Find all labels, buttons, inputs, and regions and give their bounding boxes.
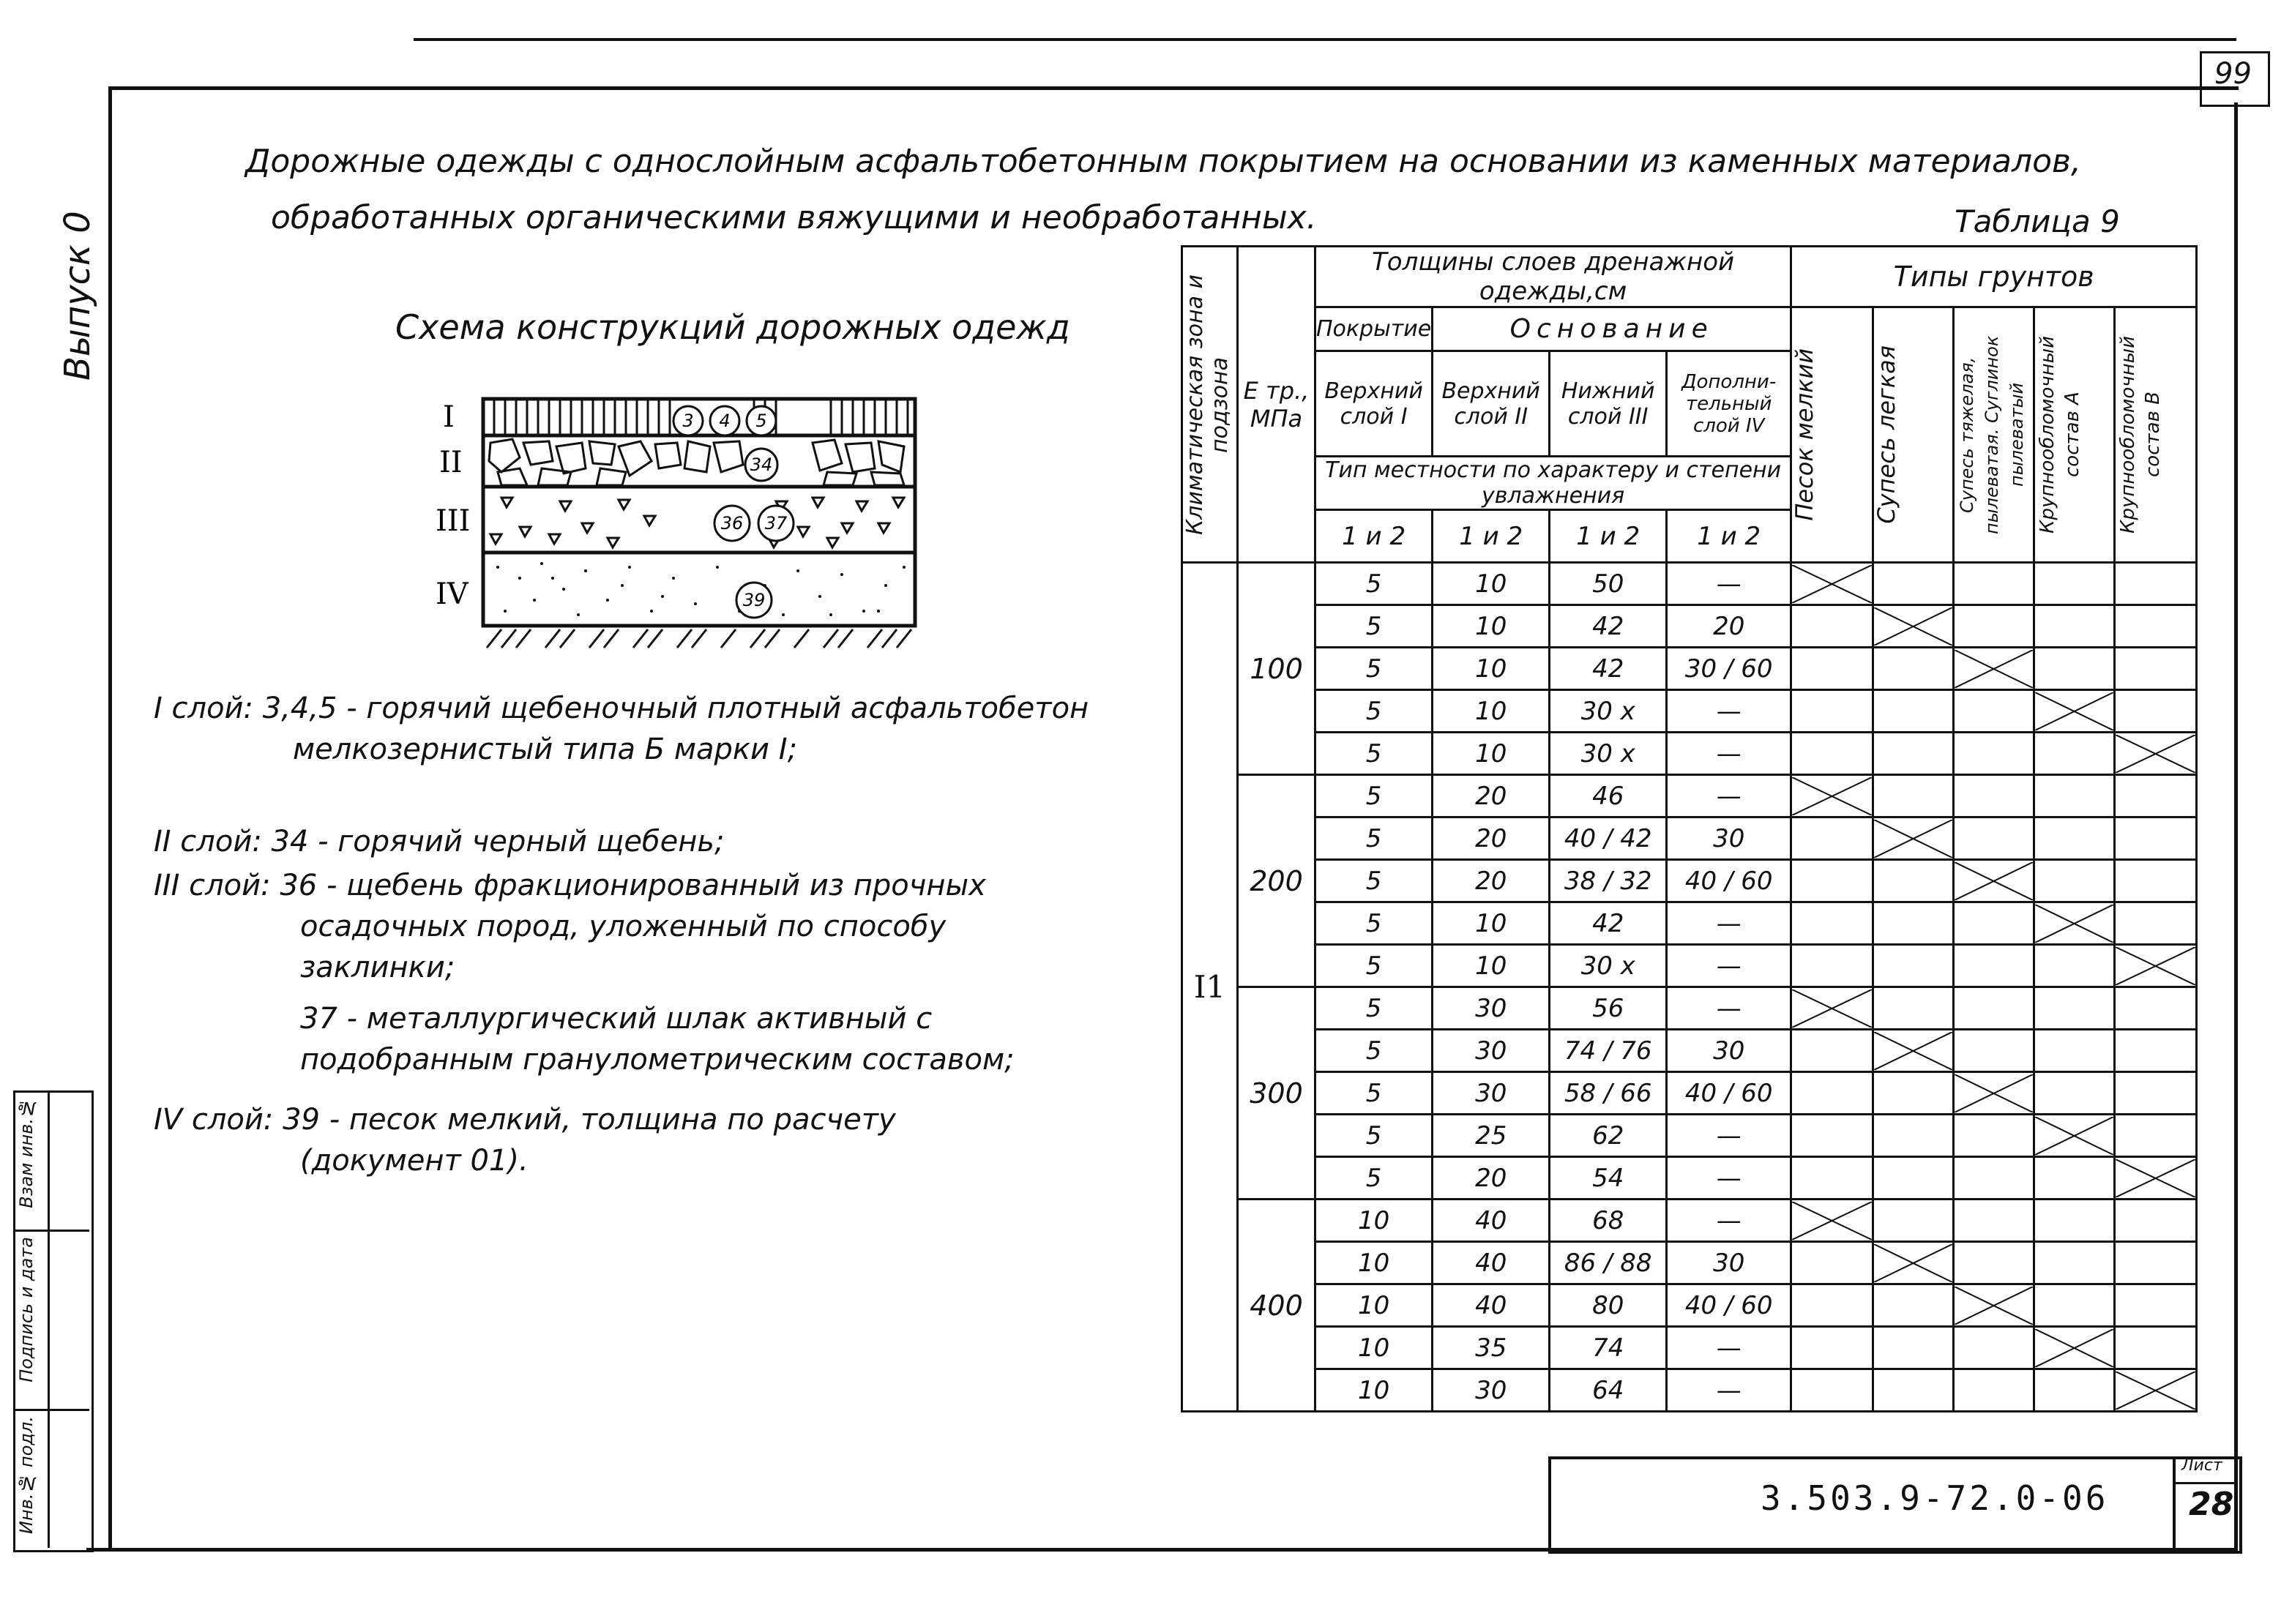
thickness-cell: 5	[1315, 945, 1433, 987]
soil-cross-cell	[2115, 733, 2197, 775]
scheme-title: Схема конструкций дорожных одежд	[395, 307, 1070, 347]
page-title-line2: обработанных органическими вяжущими и необработанных.	[271, 199, 1317, 236]
thickness-cell: 38 / 32	[1550, 860, 1667, 902]
document-code: 3.503.9-72.0-06	[1761, 1478, 2109, 1518]
soil-cell	[1873, 775, 1954, 817]
soil-cell	[2115, 563, 2197, 605]
soil-cell	[1791, 1284, 1873, 1327]
table-row	[1182, 1242, 2197, 1284]
soil-cell	[2034, 1072, 2115, 1115]
soil-cell	[1873, 1115, 1954, 1157]
soil-cell	[2115, 690, 2197, 733]
zone-cell: I1	[1182, 563, 1238, 1412]
cross-mark	[2116, 735, 2195, 773]
thickness-cell: 5	[1315, 563, 1433, 605]
table-row	[1182, 945, 2197, 987]
thickness-cell: 10	[1315, 1284, 1433, 1327]
side-stamp-divider	[48, 1090, 50, 1548]
soil-cell	[1791, 1115, 1873, 1157]
soil-cell	[1954, 1327, 2034, 1369]
header-cover: Покрытие	[1315, 307, 1433, 351]
thickness-cell: 5	[1315, 1030, 1433, 1072]
table-row	[1182, 860, 2197, 902]
series-label: Выпуск 0	[57, 211, 98, 381]
soil-cell	[1791, 1072, 1873, 1115]
soil-cell	[2034, 987, 2115, 1030]
thickness-cell: 64	[1550, 1369, 1667, 1412]
soil-cell	[2115, 1030, 2197, 1072]
thickness-cell: 40 / 42	[1550, 817, 1667, 860]
soil-cell	[2034, 733, 2115, 775]
soil-cell	[2034, 648, 2115, 690]
header-col4: Дополни-тельный слой IV	[1667, 351, 1791, 457]
cross-mark	[2035, 692, 2113, 730]
title-block-sheet-rule	[2173, 1482, 2236, 1484]
legend-layer1-b: мелкозернистый типа Б марки I;	[293, 733, 798, 766]
circle-34: 34	[750, 454, 773, 475]
circle-37: 37	[764, 513, 788, 534]
soil-cell	[2034, 1369, 2115, 1412]
thickness-cell: 5	[1315, 987, 1433, 1030]
thickness-cell: 30 x	[1550, 945, 1667, 987]
table-row	[1182, 605, 2197, 648]
soil-cell	[1873, 1284, 1954, 1327]
frame-left	[108, 86, 112, 1550]
thickness-cell: 58 / 66	[1550, 1072, 1667, 1115]
thickness-cell: 10	[1433, 733, 1550, 775]
thickness-cell: 5	[1315, 690, 1433, 733]
cross-mark	[1874, 1244, 1952, 1282]
thickness-cell: 20	[1433, 860, 1550, 902]
title-block-divider	[2173, 1456, 2176, 1548]
thickness-cell: 30	[1667, 817, 1791, 860]
table-number: Таблица 9	[1955, 203, 2120, 239]
soil-cell	[1791, 902, 1873, 945]
soil-cell	[1873, 648, 1954, 690]
thickness-cell: 5	[1315, 648, 1433, 690]
soil-cell	[2115, 1115, 2197, 1157]
header-soil-1: Песок мелкий	[1791, 307, 1873, 563]
thickness-cell: —	[1667, 902, 1791, 945]
soil-cross-cell	[2034, 902, 2115, 945]
soil-cross-cell	[1791, 775, 1873, 817]
table-row	[1182, 733, 2197, 775]
thickness-cell: 5	[1315, 817, 1433, 860]
legend-layer3-e: подобранным гранулометрическим составом;	[300, 1043, 1015, 1077]
side-stamp-rule-2	[13, 1409, 89, 1411]
thickness-cell: 5	[1315, 902, 1433, 945]
circle-3: 3	[682, 411, 694, 431]
legend-layer3-a: III слой: 36 - щебень фракционированный из прочных	[154, 869, 986, 902]
legend	[154, 688, 1127, 1181]
header-zone: Климатическая зона и подзона	[1182, 247, 1238, 563]
cross-mark	[1955, 1287, 2033, 1325]
thickness-cell: 62	[1550, 1115, 1667, 1157]
top-rule	[414, 38, 2236, 41]
thickness-cell: 20	[1667, 605, 1791, 648]
side-stamp-inv: Инв.№ подл.	[16, 1416, 37, 1534]
legend-layer4-b: (документ 01).	[300, 1144, 529, 1178]
thickness-cell: 50	[1550, 563, 1667, 605]
thickness-cell: 5	[1315, 1115, 1433, 1157]
thickness-cell: 5	[1315, 605, 1433, 648]
legend-layer1-a: I слой: 3,4,5 - горячий щебеночный плотный асфальтобетон	[154, 692, 1089, 725]
soil-cell	[1873, 690, 1954, 733]
soil-cross-cell	[1791, 1200, 1873, 1242]
soil-cell	[1873, 987, 1954, 1030]
thickness-cell: —	[1667, 1369, 1791, 1412]
soil-cross-cell	[1873, 1030, 1954, 1072]
thickness-cell: 80	[1550, 1284, 1667, 1327]
cross-mark	[1792, 565, 1872, 603]
soil-cell	[1791, 605, 1873, 648]
header-12-b: 1 и 2	[1433, 510, 1550, 563]
cross-mark	[2116, 1372, 2195, 1410]
thickness-cell: 25	[1433, 1115, 1550, 1157]
soil-cell	[1954, 902, 2034, 945]
soil-cross-cell	[2034, 1327, 2115, 1369]
table-body	[1182, 563, 2197, 1412]
thickness-cell: 10	[1433, 690, 1550, 733]
thickness-cell: 10	[1315, 1327, 1433, 1369]
thickness-cell: 10	[1433, 902, 1550, 945]
thickness-cell: 30	[1667, 1242, 1791, 1284]
thickness-cell: 30 x	[1550, 690, 1667, 733]
soil-cell	[1954, 563, 2034, 605]
soil-cell	[2034, 775, 2115, 817]
soil-cell	[2115, 902, 2197, 945]
header-soil-4: Крупнообломочный состав А	[2034, 307, 2115, 563]
soil-cell	[2115, 817, 2197, 860]
soil-cell	[2115, 1200, 2197, 1242]
cross-mark	[2035, 1117, 2113, 1155]
circle-36: 36	[720, 513, 744, 534]
frame-right	[2234, 102, 2238, 1552]
thickness-cell: 20	[1433, 1157, 1550, 1200]
cross-mark	[2035, 905, 2113, 943]
soil-cell	[1873, 1369, 1954, 1412]
soil-cell	[1791, 733, 1873, 775]
legend-layer3-c: заклинки;	[300, 951, 455, 984]
table-row	[1182, 1369, 2197, 1412]
soil-cell	[1873, 902, 1954, 945]
soil-cross-cell	[2034, 690, 2115, 733]
layer-label-4: IV	[436, 577, 469, 611]
circle-5: 5	[755, 411, 767, 431]
circle-39: 39	[742, 590, 766, 610]
cross-mark	[1955, 862, 2033, 900]
thickness-cell: 10	[1315, 1200, 1433, 1242]
soil-cross-cell	[1873, 817, 1954, 860]
table-row	[1182, 775, 2197, 817]
layer-scheme	[432, 392, 944, 670]
soil-cell	[2115, 775, 2197, 817]
soil-cell	[1873, 1072, 1954, 1115]
thickness-cell: 30	[1433, 1369, 1550, 1412]
thickness-cell: 30	[1433, 1072, 1550, 1115]
soil-cell	[1791, 1157, 1873, 1200]
cross-mark	[1955, 650, 2033, 688]
soil-cell	[1954, 817, 2034, 860]
soil-cell	[1791, 817, 1873, 860]
thickness-cell: 40 / 60	[1667, 860, 1791, 902]
soil-cell	[1873, 1157, 1954, 1200]
thickness-cell: 40 / 60	[1667, 1072, 1791, 1115]
table-row	[1182, 1072, 2197, 1115]
cross-mark	[1874, 1032, 1952, 1070]
header-base: Основание	[1433, 307, 1791, 351]
layer-4-sand	[483, 553, 915, 626]
layer-3-gravel	[483, 487, 915, 553]
soil-cell	[2034, 945, 2115, 987]
cross-mark	[2035, 1329, 2113, 1367]
soil-cell	[1954, 1157, 2034, 1200]
cross-mark	[1874, 820, 1952, 858]
soil-cell	[2115, 1242, 2197, 1284]
cross-mark	[1792, 989, 1872, 1028]
soil-cell	[1954, 987, 2034, 1030]
e-value-cell: 300	[1238, 987, 1315, 1200]
layer-label-1: I	[443, 400, 455, 434]
header-12-c: 1 и 2	[1550, 510, 1667, 563]
soil-cell	[1954, 733, 2034, 775]
e-value-cell: 200	[1238, 775, 1315, 987]
thickness-cell: 10	[1433, 563, 1550, 605]
soil-cross-cell	[1873, 1242, 1954, 1284]
soil-cell	[1873, 1200, 1954, 1242]
header-thickness: Толщины слоев дренажной одежды,см	[1315, 247, 1791, 307]
table-row	[1182, 1284, 2197, 1327]
layer-2-stone	[483, 435, 915, 487]
header-soil-5: Крупнообломочный состав В	[2115, 307, 2197, 563]
soil-cell	[2115, 1072, 2197, 1115]
soil-cross-cell	[1791, 987, 1873, 1030]
header-soils: Типы грунтов	[1791, 247, 2197, 307]
cross-mark	[1874, 607, 1952, 646]
page-number: 99	[2214, 57, 2252, 91]
header-soil-2: Супесь легкая	[1873, 307, 1954, 563]
layer-label-3: III	[436, 504, 471, 538]
thickness-cell: 30 x	[1550, 733, 1667, 775]
soil-cell	[1791, 1030, 1873, 1072]
table-row	[1182, 1200, 2197, 1242]
soil-cell	[2034, 1030, 2115, 1072]
circle-4: 4	[719, 411, 731, 431]
soil-cell	[1954, 605, 2034, 648]
soil-cell	[2034, 817, 2115, 860]
thickness-cell: 68	[1550, 1200, 1667, 1242]
sheet-label: Лист	[2181, 1456, 2222, 1475]
soil-cross-cell	[2115, 1369, 2197, 1412]
soil-cell	[2115, 1327, 2197, 1369]
thickness-cell: 5	[1315, 860, 1433, 902]
thickness-cell: 40	[1433, 1284, 1550, 1327]
thickness-cell: 5	[1315, 733, 1433, 775]
thickness-cell: 20	[1433, 817, 1550, 860]
soil-cross-cell	[2034, 1115, 2115, 1157]
cross-mark	[1955, 1074, 2033, 1112]
cross-mark	[2116, 947, 2195, 985]
thickness-cell: 42	[1550, 605, 1667, 648]
soil-cross-cell	[1873, 605, 1954, 648]
soil-cell	[1873, 733, 1954, 775]
e-value-cell: 100	[1238, 563, 1315, 775]
frame-top	[108, 86, 2239, 90]
soil-cell	[1791, 860, 1873, 902]
table-row	[1182, 902, 2197, 945]
soil-cross-cell	[1791, 563, 1873, 605]
table-row	[1182, 1030, 2197, 1072]
header-col3: Нижний слой III	[1550, 351, 1667, 457]
soil-cross-cell	[1954, 860, 2034, 902]
thickness-cell: 5	[1315, 1157, 1433, 1200]
soil-cell	[2034, 605, 2115, 648]
thickness-cell: 56	[1550, 987, 1667, 1030]
soil-cell	[2115, 1284, 2197, 1327]
thickness-cell: 30 / 60	[1667, 648, 1791, 690]
thickness-cell: 40	[1433, 1242, 1550, 1284]
ground-hatch	[487, 629, 911, 648]
soil-cell	[2034, 1200, 2115, 1242]
soil-cell	[1791, 1242, 1873, 1284]
thickness-cell: 74	[1550, 1327, 1667, 1369]
soil-cell	[1873, 1327, 1954, 1369]
table-row	[1182, 817, 2197, 860]
layer-label-2: II	[439, 446, 463, 479]
header-col1: Верхний слой I	[1315, 351, 1433, 457]
side-stamp-swap: Взам инв.№	[16, 1098, 37, 1208]
soil-cross-cell	[2115, 1157, 2197, 1200]
soil-cell	[1954, 690, 2034, 733]
soil-cell	[1873, 563, 1954, 605]
soil-cross-cell	[1954, 1284, 2034, 1327]
thickness-cell: 46	[1550, 775, 1667, 817]
thickness-cell: 74 / 76	[1550, 1030, 1667, 1072]
table-row	[1182, 1115, 2197, 1157]
soil-cell	[1954, 945, 2034, 987]
thickness-cell: 10	[1315, 1369, 1433, 1412]
soil-cell	[1873, 945, 1954, 987]
thickness-cell: 42	[1550, 648, 1667, 690]
soil-cell	[2034, 1284, 2115, 1327]
thickness-cell: —	[1667, 1200, 1791, 1242]
header-e: Е тр., МПа	[1238, 247, 1315, 563]
thickness-cell: —	[1667, 563, 1791, 605]
soil-cell	[2115, 987, 2197, 1030]
side-stamp-rule-1	[13, 1230, 89, 1232]
soil-cell	[1954, 775, 2034, 817]
thickness-table	[1181, 245, 2198, 1412]
thickness-cell: 40 / 60	[1667, 1284, 1791, 1327]
thickness-cell: —	[1667, 775, 1791, 817]
thickness-cell: —	[1667, 733, 1791, 775]
thickness-cell: —	[1667, 690, 1791, 733]
soil-cell	[2034, 1242, 2115, 1284]
table-row	[1182, 987, 2197, 1030]
page-title-line1: Дорожные одежды с однослойным асфальтобетонным покрытием на основании из каменных материалов,	[245, 143, 2081, 180]
thickness-cell: 5	[1315, 775, 1433, 817]
soil-cell	[1791, 945, 1873, 987]
thickness-cell: 40	[1433, 1200, 1550, 1242]
cross-mark	[1792, 777, 1872, 815]
thickness-cell: 10	[1433, 945, 1550, 987]
cross-mark	[2116, 1159, 2195, 1197]
soil-cell	[1954, 1242, 2034, 1284]
soil-cell	[1873, 860, 1954, 902]
header-12-d: 1 и 2	[1667, 510, 1791, 563]
legend-layer3-d: 37 - металлургический шлак активный с	[300, 1002, 933, 1036]
thickness-cell: —	[1667, 1115, 1791, 1157]
soil-cross-cell	[1954, 1072, 2034, 1115]
soil-cell	[2034, 860, 2115, 902]
soil-cross-cell	[2115, 945, 2197, 987]
thickness-cell: 10	[1315, 1242, 1433, 1284]
thickness-cell: 42	[1550, 902, 1667, 945]
thickness-cell: 20	[1433, 775, 1550, 817]
soil-cell	[1791, 648, 1873, 690]
soil-cell	[1791, 1369, 1873, 1412]
header-col2: Верхний слой II	[1433, 351, 1550, 457]
soil-cell	[1791, 690, 1873, 733]
soil-cell	[2115, 605, 2197, 648]
header-12-a: 1 и 2	[1315, 510, 1433, 563]
table-row	[1182, 1327, 2197, 1369]
legend-layer3-b: осадочных пород, уложенный по способу	[300, 910, 947, 943]
soil-cell	[1791, 1327, 1873, 1369]
side-stamp-sign: Подпись и дата	[16, 1237, 37, 1382]
thickness-cell: 30	[1667, 1030, 1791, 1072]
thickness-cell: —	[1667, 1157, 1791, 1200]
soil-cell	[1954, 1030, 2034, 1072]
soil-cross-cell	[1954, 648, 2034, 690]
thickness-cell: —	[1667, 1327, 1791, 1369]
header-soil-3: Супесь тяжелая, пылеватая. Суглинок пылеватый	[1954, 307, 2034, 563]
table-row	[1182, 648, 2197, 690]
thickness-cell: 54	[1550, 1157, 1667, 1200]
thickness-cell: 35	[1433, 1327, 1550, 1369]
legend-layer4-a: IV слой: 39 - песок мелкий, толщина по расчету	[154, 1103, 896, 1137]
table-row	[1182, 690, 2197, 733]
e-value-cell: 400	[1238, 1200, 1315, 1412]
header-terrain: Тип местности по характеру и степени увлажнения	[1315, 457, 1791, 510]
thickness-cell: —	[1667, 945, 1791, 987]
thickness-cell: 86 / 88	[1550, 1242, 1667, 1284]
thickness-cell: 30	[1433, 1030, 1550, 1072]
soil-cell	[1954, 1115, 2034, 1157]
soil-cell	[2034, 1157, 2115, 1200]
thickness-cell: 10	[1433, 605, 1550, 648]
sheet-number: 28	[2189, 1486, 2234, 1523]
legend-layer2: II слой: 34 - горячий черный щебень;	[154, 825, 725, 858]
thickness-cell: 30	[1433, 987, 1550, 1030]
soil-cell	[1954, 1200, 2034, 1242]
soil-cell	[2115, 860, 2197, 902]
cross-mark	[1792, 1202, 1872, 1240]
thickness-cell: 5	[1315, 1072, 1433, 1115]
soil-cell	[2115, 648, 2197, 690]
soil-cell	[2034, 563, 2115, 605]
thickness-cell: —	[1667, 987, 1791, 1030]
thickness-cell: 10	[1433, 648, 1550, 690]
soil-cell	[1954, 1369, 2034, 1412]
table-row	[1182, 563, 2197, 605]
table-row	[1182, 1157, 2197, 1200]
